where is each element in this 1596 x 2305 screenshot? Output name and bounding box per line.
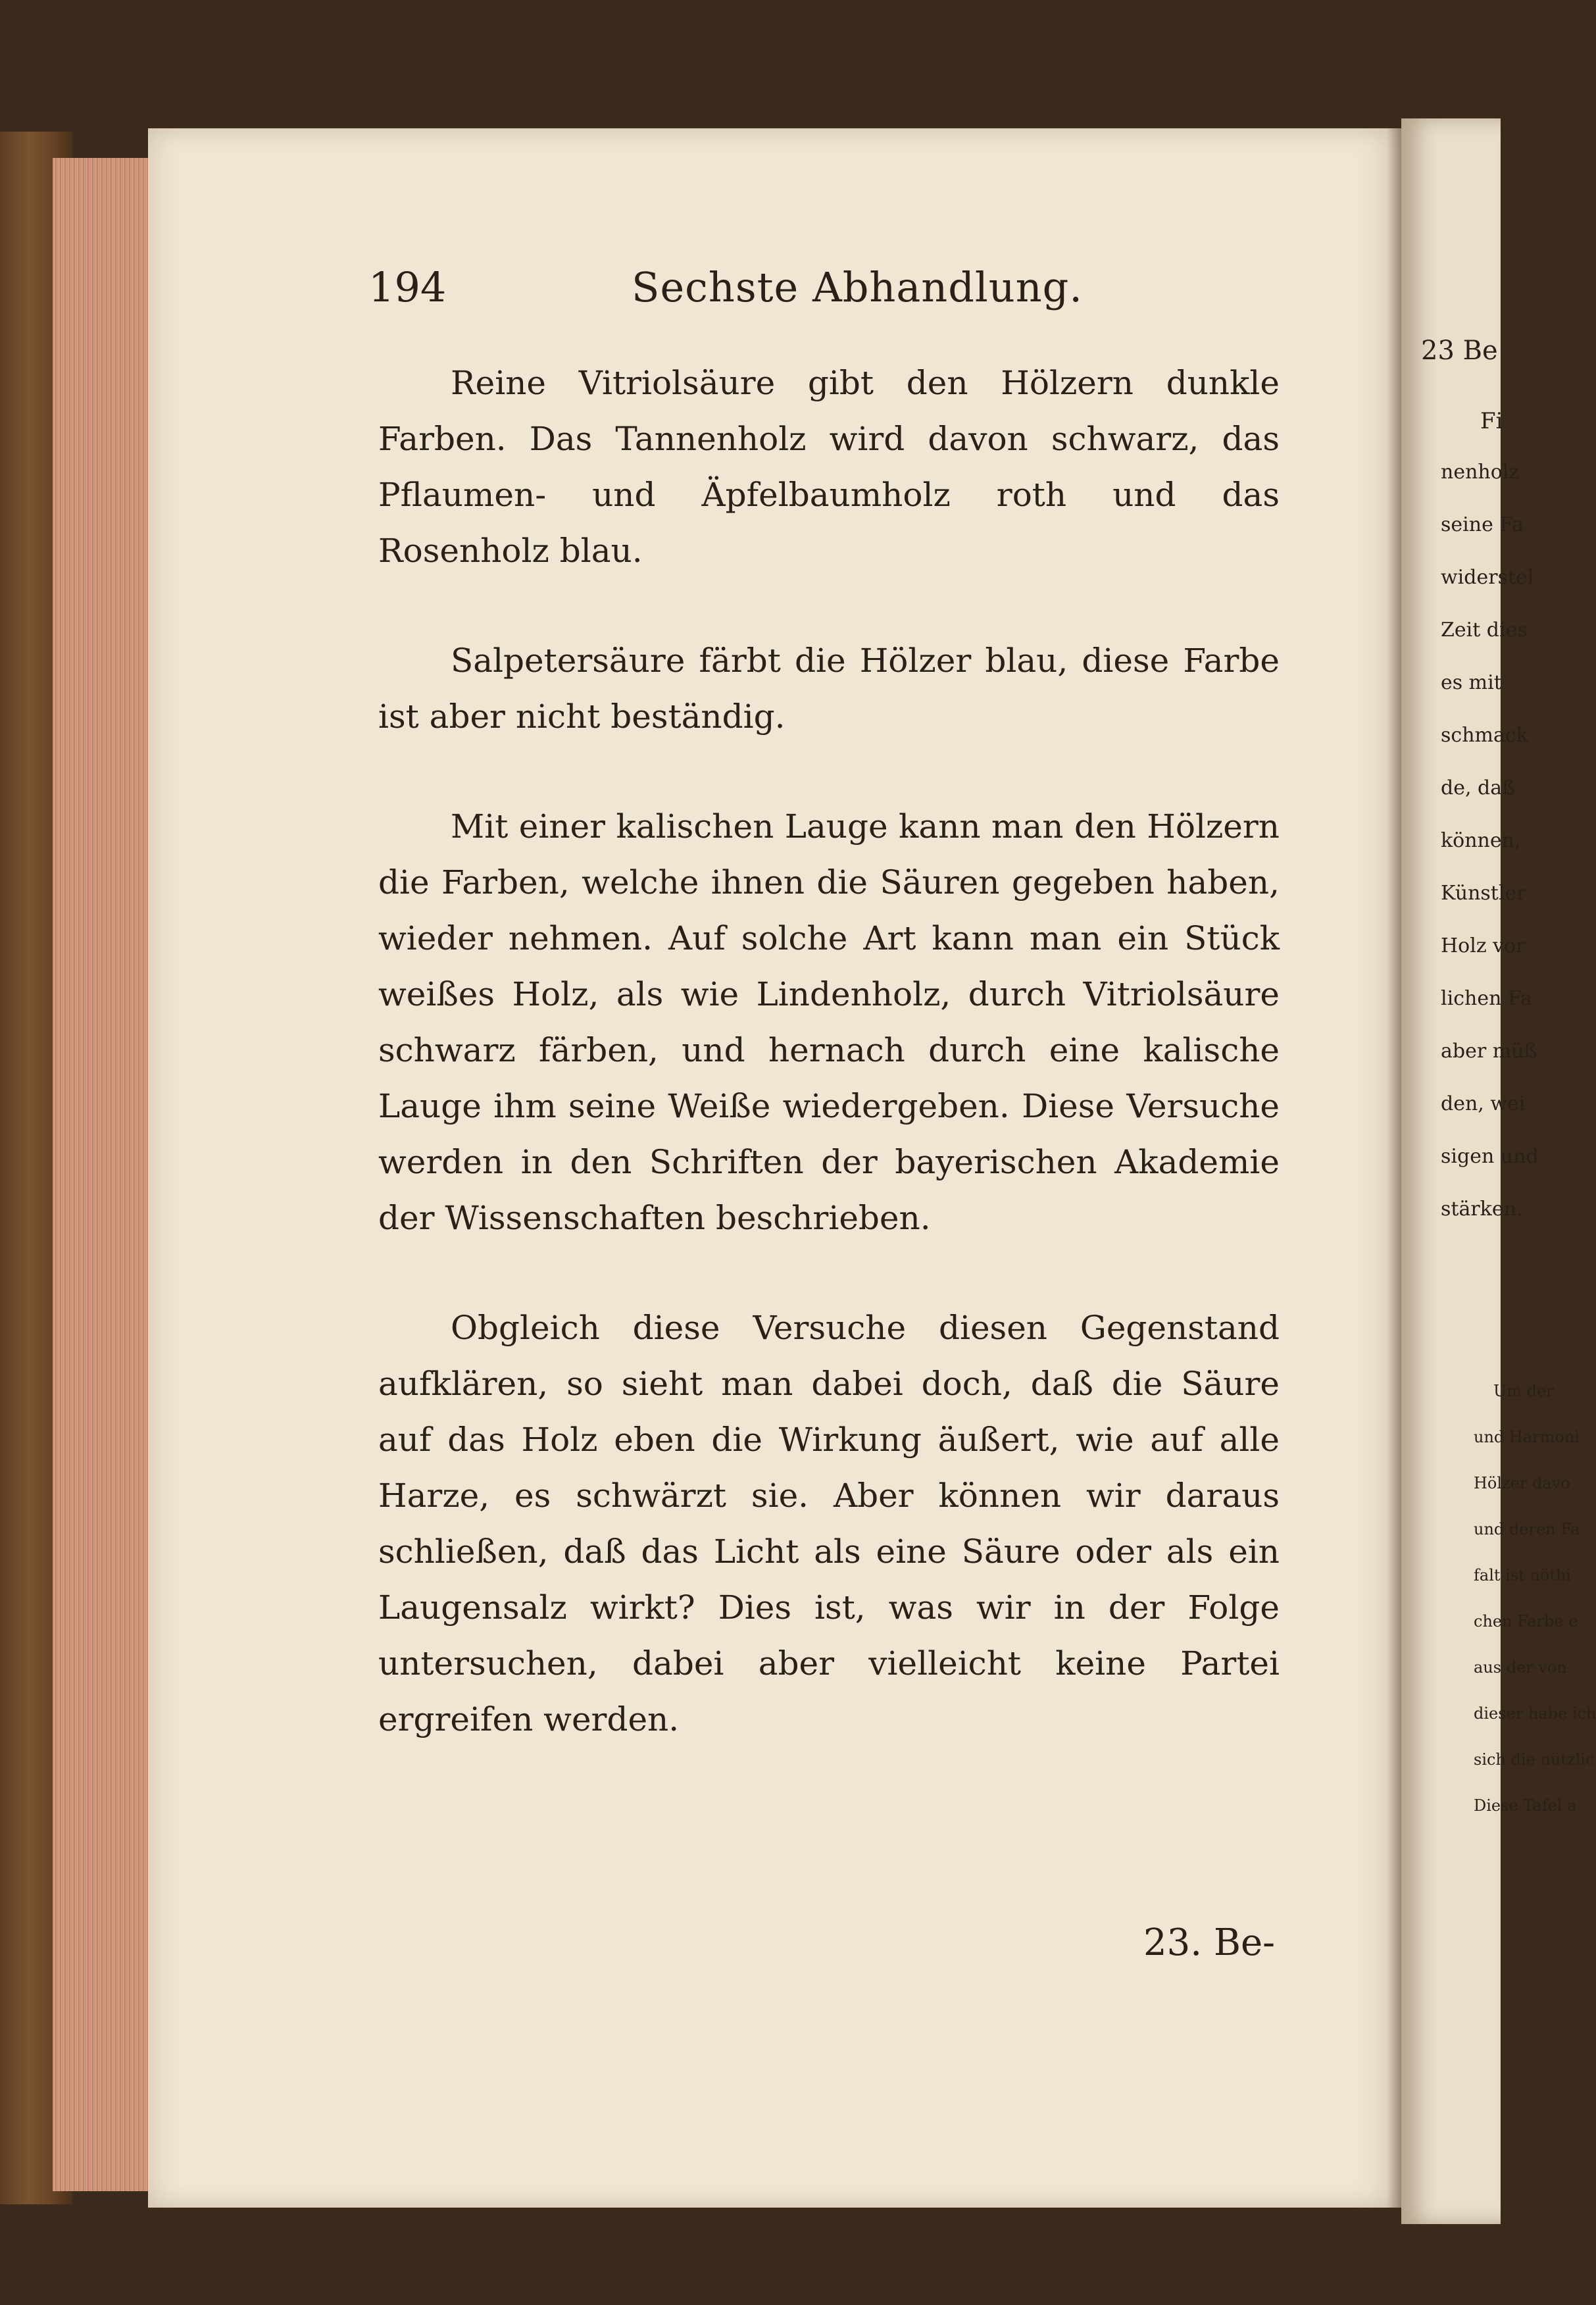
facing-page: [1401, 118, 1596, 2224]
facing-line: lichen Fa: [1441, 987, 1532, 1010]
facing-line: schmack: [1441, 724, 1528, 747]
facing-line: dieser habe ich: [1474, 1704, 1596, 1723]
facing-line: Holz vor: [1441, 934, 1526, 957]
facing-line: den, wei: [1441, 1092, 1526, 1115]
facing-line: können,: [1441, 829, 1521, 852]
paragraph: Salpetersäure färbt die Hölzer blau, diese Farbe ist aber nicht beständig.: [378, 642, 1280, 736]
facing-line: Hölzer davo: [1474, 1474, 1570, 1492]
page-edges: [53, 158, 158, 2191]
facing-line: aber müß: [1441, 1040, 1537, 1063]
running-head: Sechste Abhandlung.: [632, 263, 1084, 311]
facing-line: Diese Tafel a: [1474, 1796, 1577, 1815]
paragraph: Mit einer kalischen Lauge kann man den Hölzern die Farben, welche ihnen die Säuren gegeben haben, wieder nehmen. Auf solche Art kann man ein Stück weißes Holz, als wie Lindenholz, durch Vitriolsäure schwarz färben, und hernach durch eine kalische Lauge ihm seine Weiße wiedergeben. Diese Versuche werden in den Schriften der bayerischen Akademie der Wissenschaften beschrieben.: [378, 807, 1280, 1237]
catchword: 23. Be-: [1143, 1921, 1276, 1964]
facing-line: es mit: [1441, 671, 1502, 694]
facing-line: Fi: [1480, 408, 1503, 434]
facing-line: 23 Be: [1421, 336, 1498, 366]
facing-line: de, daß: [1441, 776, 1516, 799]
facing-line: sigen und: [1441, 1145, 1539, 1168]
facing-line: und deren Fa: [1474, 1520, 1580, 1538]
facing-line: nenholz: [1441, 461, 1520, 484]
facing-line: falt ist nöthi: [1474, 1566, 1572, 1584]
facing-line: und Harmoni: [1474, 1428, 1580, 1446]
facing-line: Um der: [1493, 1382, 1554, 1400]
facing-line: Künstler: [1441, 882, 1526, 905]
facing-line: seine Fa: [1441, 513, 1524, 536]
facing-line: aus der von: [1474, 1658, 1567, 1677]
page-number: 194: [368, 263, 447, 311]
facing-line: sich die nützlic: [1474, 1750, 1595, 1769]
page-body: [378, 355, 1280, 1802]
facing-line: stärken.: [1441, 1198, 1523, 1221]
paragraph: Obgleich diese Versuche diesen Gegenstand aufklären, so sieht man dabei doch, daß die Säure auf das Holz eben die Wirkung äußert, wie auf alle Harze, es schwärzt sie. Aber können wir daraus schließen, daß das Licht als eine Säure oder als ein Laugensalz wirkt? Dies ist, was wir in der Folge untersuchen, dabei aber vielleicht keine Partei ergreifen werden.: [378, 1309, 1280, 1738]
paragraph: Reine Vitriolsäure gibt den Hölzern dunkle Farben. Das Tannenholz wird davon schwarz, das Pflaumen- und Äpfelbaumholz roth und das Rosenholz blau.: [378, 364, 1280, 570]
facing-line: widerstel: [1441, 566, 1534, 589]
facing-line: Zeit dies: [1441, 619, 1528, 642]
page-header: [368, 263, 1276, 336]
facing-line: chen Farbe e: [1474, 1612, 1578, 1631]
